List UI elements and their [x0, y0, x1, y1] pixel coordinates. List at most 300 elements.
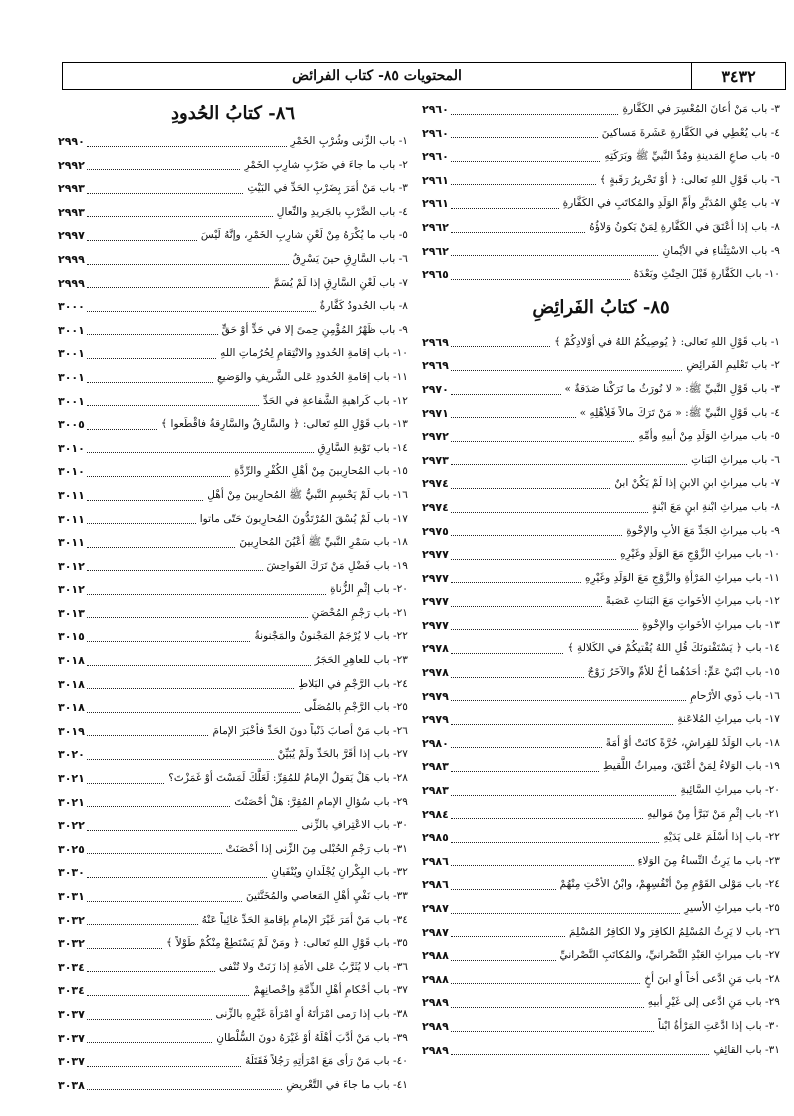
toc-entry-page: ٢٩٨٨: [422, 949, 449, 963]
toc-entry: [422, 661, 780, 685]
dot-leader: [87, 500, 203, 501]
dot-leader: [87, 570, 263, 571]
toc-entry: [422, 991, 780, 1015]
toc-entry-page: ٣٠٠٠: [58, 300, 85, 314]
entries-top: [422, 98, 780, 287]
dot-leader: [451, 747, 602, 748]
dot-leader: [451, 700, 686, 701]
toc-entry-title: ٣٥- باب قَوْلِ اللهِ تَعالى: ﴿ ومَنْ لَمْ يَسْتَطِعْ مِنْكُمْ طَوْلاً ﴾: [166, 937, 408, 950]
toc-entry: [58, 1074, 408, 1098]
dot-leader: [451, 346, 550, 347]
toc-entry: [58, 743, 408, 767]
dot-leader: [87, 358, 216, 359]
toc-entry-title: ٣١- باب رَجْمِ الحُبْلى مِنَ الزِّنى إذا أحْصَنَتْ: [225, 842, 408, 855]
toc-entry: [58, 508, 408, 532]
toc-entry-title: ٢٣- باب للعاهِرِ الحَجَرُ: [314, 654, 408, 667]
toc-entry-page: ٢٩٧٤: [422, 500, 449, 514]
dot-leader: [451, 606, 602, 607]
toc-entry-page: ٢٩٨٦: [422, 878, 449, 892]
toc-entry: [58, 319, 408, 343]
toc-entry-title: ٣٣- باب نَفْيِ أهْلِ المَعاصي والمُخَنَّثينَ: [245, 890, 408, 902]
toc-entry: [58, 625, 408, 649]
toc-entry: [58, 460, 408, 484]
toc-entry-page: ٣٠١٨: [58, 654, 85, 668]
toc-entry: [58, 272, 408, 296]
page-number: ٣٤٣٢: [691, 63, 785, 89]
toc-entry: [422, 944, 780, 968]
toc-entry: [58, 649, 408, 673]
toc-entry-page: ٣٠٠٥: [58, 418, 85, 432]
toc-entry: [422, 543, 780, 567]
toc-entry-page: ٣٠١٨: [58, 677, 85, 691]
toc-entry-page: ٢٩٨٩: [422, 1043, 449, 1057]
dot-leader: [451, 1007, 644, 1008]
entries-hudud: [58, 130, 408, 1097]
toc-entry: [422, 145, 780, 169]
toc-entry-title: ١٧- باب ميراثِ المُلاعَنةِ: [677, 713, 780, 726]
toc-entry-title: ٩- باب ظَهْرُ المُؤْمِنِ حِمىً إلا في حَدٍّ أوْ حَقٍّ: [221, 323, 408, 336]
toc-entry: [58, 791, 408, 815]
toc-entry-title: ٥- باب ميراثِ الوَلَدِ مِنْ أبيهِ وأمِّهِ: [638, 430, 780, 443]
dot-leader: [451, 582, 581, 583]
toc-entry: [422, 921, 780, 945]
toc-entry: [422, 637, 780, 661]
toc-entry-page: ٣٠١٠: [58, 441, 85, 455]
toc-entry: [422, 779, 780, 803]
dot-leader: [87, 712, 300, 713]
toc-entry-title: ٦- باب ميراثِ البَناتِ: [691, 453, 780, 466]
dot-leader: [451, 255, 659, 256]
dot-leader: [451, 983, 640, 984]
running-title: المحتويات ٨٥- كتاب الفرائض: [292, 68, 462, 84]
toc-entry-title: ٢٩- باب مَنِ ادَّعى إلى غَيْرِ أبيهِ: [647, 996, 780, 1009]
toc-entry-title: ١- باب قَوْلِ اللهِ تَعالى: ﴿ يُوصِيكُمُ اللهُ في أوْلادِكُمْ ﴾: [554, 335, 780, 348]
toc-entry: [58, 555, 408, 579]
toc-entry-title: ٢- باب ما جاءَ في ضَرْبِ شارِبِ الخَمْرِ: [244, 158, 408, 171]
toc-entry: [58, 201, 408, 225]
toc-entry-page: ٣٠٣٧: [58, 1031, 85, 1045]
toc-entry: [422, 169, 780, 193]
dot-leader: [87, 216, 273, 217]
toc-entry: [422, 1015, 780, 1039]
dot-leader: [451, 441, 635, 442]
toc-entry-page: ٢٩٦١: [422, 197, 449, 211]
dot-leader: [451, 1031, 654, 1032]
toc-entry-page: ٢٩٦٩: [422, 335, 449, 349]
toc-entry: [422, 897, 780, 921]
toc-entry-title: ٢١- باب رَجْمِ المُحْصَنِ: [311, 606, 408, 619]
toc-entry-page: ٣٠٠١: [58, 323, 85, 337]
toc-entry-title: ١٠- باب إقامةِ الحُدودِ والانْتِقامِ لِحُرُماتِ اللهِ: [220, 347, 408, 360]
toc-entry-page: ٢٩٩٩: [58, 252, 85, 266]
toc-entry-title: ٣١- باب القائِفِ: [713, 1043, 780, 1056]
dot-leader: [451, 677, 584, 678]
dot-leader: [87, 429, 157, 430]
toc-entry: [58, 720, 408, 744]
toc-entry-page: ٢٩٨٩: [422, 1019, 449, 1033]
toc-entry: [58, 602, 408, 626]
toc-entry: [58, 437, 408, 461]
toc-entry: [58, 909, 408, 933]
toc-entry-page: ٣٠١١: [58, 488, 85, 502]
toc-entry-page: ٣٠٣٧: [58, 1055, 85, 1069]
toc-entry: [58, 342, 408, 366]
toc-entry-title: ٩- باب ميراثِ الجَدِّ مَعَ الأبِ والإخْوةِ: [626, 524, 780, 537]
dot-leader: [87, 806, 230, 807]
toc-entry-title: ١٥- باب المُحارِبينَ مِنْ أهْلِ الكُفْرِ والرِّدَّةِ: [234, 465, 408, 478]
toc-entry: [58, 696, 408, 720]
toc-entry-title: ٤٠- باب مَنْ رَأى مَعَ امْرَأتِهِ رَجُلاً فَقَتَلَهُ: [245, 1055, 408, 1068]
dot-leader: [87, 924, 198, 925]
toc-entry-title: ٢٨- باب هَلْ يَقولُ الإمامُ للمُقِرِّ: لَعَلَّكَ لَمَسْتَ أوْ غَمَزْتَ؟: [168, 772, 408, 785]
toc-entry-title: ٣٨- باب إذا رَمى امْرَأتَهُ أوِ امْرَأةَ غَيْرِهِ بالزِّنى: [215, 1007, 408, 1020]
toc-entry: [422, 520, 780, 544]
toc-entry: [58, 1027, 408, 1051]
toc-entry-title: ١- باب الزِّنى وشُرْبِ الخَمْرِ: [290, 135, 408, 147]
dot-leader: [451, 818, 643, 819]
toc-entry-title: ٢٦- باب مَنْ أصابَ ذَنْباً دونَ الحَدِّ فأخْبَرَ الإمامَ: [212, 724, 408, 737]
dot-leader: [87, 311, 316, 312]
toc-entry-page: ٢٩٨٤: [422, 807, 449, 821]
dot-leader: [451, 535, 622, 536]
toc-entry-page: ٢٩٧٥: [422, 524, 449, 538]
toc-entry-title: ١١- باب ميراثِ المَرْأةِ والزَّوْجِ مَعَ الوَلَدِ وغَيْرِهِ: [584, 571, 780, 584]
toc-entry-title: ٢٠- باب ميراثِ السَّائِبةِ: [680, 784, 780, 797]
toc-entry-page: ٣٠١٥: [58, 630, 85, 644]
toc-entry: [422, 685, 780, 709]
dot-leader: [87, 688, 295, 689]
toc-entry-page: ٢٩٦٠: [422, 150, 449, 164]
toc-entry-page: ٣٠٢١: [58, 772, 85, 786]
toc-entry-title: ٢٤- باب الرَّجْمِ في البَلاطِ: [298, 677, 408, 690]
dot-leader: [87, 971, 215, 972]
dot-leader: [87, 264, 289, 265]
toc-entry-title: ٣٦- باب لا يُثَرَّبُ عَلى الأمَةِ إذا زَنَتْ ولا تُنْفى: [219, 960, 408, 973]
dot-leader: [87, 783, 164, 784]
toc-entry-title: ٢٧- باب إذا أقَرَّ بالحَدِّ ولَمْ يُبَيِّنْ: [277, 748, 408, 761]
dot-leader: [87, 830, 298, 831]
toc-entry: [422, 803, 780, 827]
toc-entry-page: ٣٠١٨: [58, 701, 85, 715]
dot-leader: [451, 137, 598, 138]
toc-entry: [58, 248, 408, 272]
toc-entry-title: ١٠- باب ميراثِ الزَّوْجِ مَعَ الوَلَدِ وغَيْرِهِ: [620, 548, 780, 561]
toc-entry-page: ٢٩٦٠: [422, 103, 449, 116]
dot-leader: [87, 405, 259, 406]
dot-leader: [87, 240, 197, 241]
toc-entry: [58, 531, 408, 555]
toc-entry: [58, 979, 408, 1003]
toc-entry: [422, 968, 780, 992]
toc-entry: [422, 331, 780, 355]
toc-entry-title: ١٨- باب الوَلَدُ للفِراشِ، حُرَّةً كانَتْ أوْ أمَةً: [605, 736, 780, 749]
toc-entry-title: ٢٨- باب مَنِ ادَّعى أخاً أوِ ابنَ أخٍ: [644, 972, 780, 985]
section-title-faraid: ٨٥- كتابُ الفَرائِضِ: [532, 297, 670, 319]
toc-entry: [58, 154, 408, 178]
toc-entry-title: ١٦- باب لَمْ يَحْسِمِ النَّبيُّ ﷺ المُحارِبينَ مِنْ أهْلِ: [207, 488, 408, 501]
toc-entry-title: ٣٢- باب البِكْرانِ يُجْلَدانِ ويُنْفَيانِ: [271, 866, 408, 879]
dot-leader: [451, 114, 619, 115]
dot-leader: [87, 287, 270, 288]
toc-entry-title: ٨- باب إذا أعْتَقَ في الكَفَّارةِ لِمَنْ يَكونُ وَلاؤُهُ: [589, 220, 780, 233]
toc-entry: [58, 578, 408, 602]
toc-entry-page: ٢٩٨٠: [422, 736, 449, 750]
toc-entry-title: ٣٤- باب مَنْ أمَرَ غَيْرَ الإمامِ بإقامةِ الحَدِّ غائِباً عَنْهُ: [201, 913, 408, 926]
toc-entry-page: ٢٩٧٧: [422, 548, 449, 562]
toc-entry-title: ١٩- باب الوَلاءُ لِمَنْ أعْتَقَ، وميراثُ اللَّقيطِ: [602, 760, 780, 773]
dot-leader: [87, 759, 274, 760]
dot-leader: [451, 653, 564, 654]
toc-entry-title: ٤١- باب ما جاءَ في التَّعْريضِ: [286, 1078, 408, 1091]
toc-entry-page: ٢٩٨٣: [422, 760, 449, 774]
dot-leader: [451, 394, 561, 395]
dot-leader: [87, 901, 242, 902]
toc-entry-title: ٣٠- باب الاعْتِرافِ بالزِّنى: [301, 819, 408, 832]
dot-leader: [87, 476, 230, 477]
left-column: [58, 98, 408, 1097]
toc-entry-page: ٢٩٧٨: [422, 666, 449, 680]
toc-entry-title: ٣- باب مَنْ أعانَ المُعْسِرَ في الكَفَّارةِ: [622, 103, 780, 115]
toc-entry: [422, 449, 780, 473]
toc-entry-page: ٢٩٩٩: [58, 276, 85, 290]
toc-entry: [58, 932, 408, 956]
toc-entry-page: ٣٠١٠: [58, 465, 85, 479]
toc-entry-page: ٢٩٦٢: [422, 244, 449, 258]
dot-leader: [451, 279, 630, 280]
dot-leader: [87, 948, 162, 949]
toc-entry-title: ١٤- باب ﴿ يَسْتَفْتونَكَ قُلِ اللهُ يُفْتيكُمْ في الكَلالةِ ﴾: [567, 642, 780, 655]
toc-entry: [422, 850, 780, 874]
dot-leader: [87, 877, 267, 878]
toc-entry-page: ٣٠٣١: [58, 890, 85, 903]
toc-entry-title: ١٤- باب تَوْبةِ السَّارِقِ: [317, 441, 408, 454]
toc-entry-page: ٢٩٦٥: [422, 268, 449, 282]
toc-entry-title: ٣٩- باب مَنْ أدَّبَ أهْلَهُ أوْ غَيْرَهُ دونَ السُّلْطانِ: [216, 1031, 408, 1044]
toc-entry-page: ٢٩٧٢: [422, 430, 449, 444]
toc-entry-page: ٣٠٣٤: [58, 984, 85, 998]
toc-entry-title: ٢٥- باب ميراثِ الأسيرِ: [684, 902, 780, 914]
toc-entry: [58, 295, 408, 319]
toc-entry: [58, 484, 408, 508]
toc-entry-page: ٢٩٧٧: [422, 571, 449, 585]
toc-entry-page: ٢٩٨٧: [422, 925, 449, 939]
toc-entry: [422, 590, 780, 614]
section-title-hudud: ٨٦- كتابُ الحُدودِ: [170, 102, 296, 124]
dot-leader: [451, 889, 556, 890]
toc-entry-title: ٢٢- باب لا يُرْجَمُ المَجْنونُ والمَجْنونةُ: [254, 630, 408, 643]
toc-entry: [58, 366, 408, 390]
toc-entry-title: ١٩- باب فَضْلِ مَنْ تَرَكَ الفَواحِشَ: [266, 559, 408, 572]
toc-entry-title: ٨- باب ميراثِ ابْنةِ ابنٍ مَعَ ابْنةٍ: [651, 500, 780, 513]
toc-entry-page: ٢٩٨٦: [422, 854, 449, 868]
toc-entry-page: ٣٠٣٨: [58, 1078, 85, 1092]
dot-leader: [451, 464, 687, 465]
toc-entry-page: ٢٩٧٠: [422, 382, 449, 396]
dot-leader: [451, 161, 601, 162]
toc-entry-page: ٢٩٩٢: [58, 158, 85, 172]
dot-leader: [451, 724, 673, 725]
dot-leader: [451, 232, 585, 233]
toc-entry-page: ٢٩٨٥: [422, 831, 449, 845]
dot-leader: [87, 853, 222, 854]
toc-entry-page: ٢٩٩٧: [58, 229, 85, 243]
toc-entry: [58, 390, 408, 414]
toc-entry-page: ٣٠٣٢: [58, 937, 85, 951]
toc-entry-title: ١٨- باب سَمْرِ النَّبيِّ ﷺ أعْيُنَ المُحارِبينَ: [239, 536, 408, 549]
toc-entry-title: ١٣- باب ميراثِ الأخَواتِ والإخْوةِ: [642, 618, 780, 631]
dot-leader: [87, 146, 287, 147]
right-column: [422, 98, 780, 1062]
toc-entry: [58, 838, 408, 862]
toc-entry-page: ٣٠٠١: [58, 394, 85, 408]
toc-entry-title: ٢- باب تَعْليمِ الفَرائِضِ: [686, 359, 780, 372]
dot-leader: [87, 1042, 212, 1043]
toc-entry-title: ٦- باب السَّارِقِ حينَ يَسْرِقُ: [292, 252, 408, 265]
toc-entry-page: ٢٩٧٩: [422, 689, 449, 703]
toc-entry: [422, 216, 780, 240]
toc-entry-title: ٤- باب يُعْطِي في الكَفَّارةِ عَشَرةَ مَساكينَ: [601, 126, 780, 139]
toc-entry-page: ٢٩٦٢: [422, 220, 449, 234]
toc-entry-page: ٣٠٢١: [58, 795, 85, 809]
dot-leader: [87, 169, 241, 170]
toc-entry-page: ٣٠٣٧: [58, 1007, 85, 1021]
dot-leader: [451, 842, 659, 843]
toc-entry-page: ٢٩٨٣: [422, 784, 449, 798]
toc-entry-page: ٣٠١١: [58, 512, 85, 526]
entries-faraid: [422, 331, 780, 1062]
toc-entry: [58, 413, 408, 437]
dot-leader: [451, 488, 610, 489]
toc-entry: [422, 873, 780, 897]
dot-leader: [87, 735, 209, 736]
toc-entry: [422, 192, 780, 216]
toc-entry-title: ٣- باب قَوْلِ النَّبيِّ ﷺ: « لا نُورَثُ ما تَرَكْنا صَدَقةٌ »: [564, 382, 780, 395]
toc-entry-title: ١٦- باب ذَوي الأرْحامِ: [690, 689, 780, 702]
toc-entry: [58, 673, 408, 697]
toc-entry: [422, 732, 780, 756]
toc-entry: [58, 767, 408, 791]
toc-entry-title: ١١- باب إقامةِ الحُدودِ عَلى الشَّريفِ والوَضيعِ: [217, 370, 408, 383]
toc-entry-page: ٣٠٠١: [58, 370, 85, 384]
toc-entry-page: ٢٩٦٩: [422, 359, 449, 373]
toc-entry-page: ٢٩٩٣: [58, 182, 85, 196]
toc-entry: [422, 472, 780, 496]
toc-entry-title: ٨- باب الحُدودُ كَفَّارةٌ: [319, 300, 408, 313]
running-header: [62, 62, 786, 90]
toc-entry-title: ٧- باب ميراثِ ابنِ الابنِ إذا لَمْ يَكُنْ ابنٌ: [614, 477, 780, 490]
toc-entry-title: ٤- باب الضَّرْبِ بالجَريدِ والنِّعالِ: [276, 205, 408, 218]
toc-entry-page: ٢٩٧٧: [422, 618, 449, 632]
toc-entry: [422, 98, 780, 122]
toc-entry-page: ٣٠٠١: [58, 347, 85, 361]
toc-entry-page: ٣٠٢٠: [58, 748, 85, 762]
toc-entry: [422, 122, 780, 146]
dot-leader: [451, 771, 599, 772]
dot-leader: [451, 936, 565, 937]
toc-entry-title: ١٧- باب لَمْ يُسْقَ المُرْتَدُّونَ المُحارِبونَ حَتّى ماتوا: [199, 512, 408, 525]
toc-entry-title: ٥- باب ما يُكْرَهُ مِنْ لَعْنِ شارِبِ الخَمْرِ، وإنَّهُ لَيْسَ: [200, 229, 408, 242]
toc-entry: [58, 130, 408, 154]
toc-entry-page: ٣٠١٣: [58, 606, 85, 620]
toc-entry-page: ٢٩٧٣: [422, 453, 449, 467]
toc-entry-title: ٢٤- باب مَوْلى القَوْمِ مِنْ أنْفُسِهِمْ، وابْنُ الأخْتِ مِنْهُمْ: [559, 878, 780, 891]
toc-entry-page: ٢٩٦٠: [422, 126, 449, 140]
toc-entry-page: ٣٠١٢: [58, 583, 85, 597]
toc-entry-page: ٢٩٧١: [422, 406, 449, 420]
dot-leader: [87, 334, 218, 335]
dot-leader: [451, 370, 683, 371]
toc-entry-title: ٣- باب مَنْ أمَرَ بِضَرْبِ الحَدِّ في البَيْتِ: [247, 182, 408, 195]
dot-leader: [87, 1089, 282, 1090]
dot-leader: [87, 1066, 241, 1067]
toc-entry: [422, 354, 780, 378]
toc-entry: [422, 614, 780, 638]
toc-entry: [422, 378, 780, 402]
toc-entry-title: ٢٩- باب سُؤالِ الإمامِ المُقِرَّ: هَلْ أحْصَنْتَ: [234, 795, 408, 808]
dot-leader: [451, 184, 596, 185]
dot-leader: [451, 865, 634, 866]
toc-entry: [58, 814, 408, 838]
toc-entry-title: ١٢- باب كَراهيةِ الشَّفاعةِ في الحَدِّ: [263, 394, 408, 407]
toc-entry-title: ٢٠- باب إثْمِ الزُّناةِ: [330, 583, 408, 596]
toc-entry: [58, 956, 408, 980]
toc-entry-title: ٧- باب عِتْقِ المُدَبَّرِ وأمِّ الوَلَدِ والمُكاتَبِ في الكَفَّارةِ: [562, 197, 780, 210]
toc-entry: [58, 224, 408, 248]
toc-entry: [58, 1050, 408, 1074]
toc-entry-title: ٢٣- باب ما يَرِثُ النِّساءُ مِنَ الوَلاءِ: [637, 854, 780, 867]
dot-leader: [451, 960, 556, 961]
toc-entry-title: ٢٧- باب ميراثِ العَبْدِ النَّصْرانيِّ، والمُكاتَبِ النَّصْرانيِّ: [559, 949, 780, 962]
toc-entry-title: ١٠- باب الكَفَّارةِ قَبْلَ الحِنْثِ وبَعْدَهُ: [633, 268, 780, 281]
toc-entry-title: ٦- باب قَوْلِ اللهِ تَعالى: ﴿ أوْ تَحْريرُ رَقَبةٍ ﴾: [599, 173, 780, 186]
toc-entry: [422, 402, 780, 426]
toc-entry-page: ٢٩٧٨: [422, 642, 449, 656]
toc-entry-title: ٢٥- باب الرَّجْمِ بالمُصَلّى: [304, 701, 408, 714]
dot-leader: [87, 193, 244, 194]
toc-entry-title: ٢٦- باب لا يَرِثُ المُسْلِمُ الكافِرَ ولا الكافِرُ المُسْلِمَ: [569, 925, 780, 938]
toc-entry: [422, 567, 780, 591]
toc-entry: [422, 263, 780, 287]
dot-leader: [451, 913, 680, 914]
toc-entry-page: ٣٠٢٥: [58, 842, 85, 856]
dot-leader: [87, 995, 250, 996]
dot-leader: [451, 417, 576, 418]
dot-leader: [87, 594, 326, 595]
dot-leader: [87, 1019, 212, 1020]
toc-entry-title: ١٢- باب ميراثِ الأخَواتِ مَعَ البَناتِ عَصَبةً: [605, 595, 780, 608]
dot-leader: [87, 617, 308, 618]
toc-entry-page: ٢٩٩٣: [58, 205, 85, 219]
toc-entry-title: ٤- باب قَوْلِ النَّبيِّ ﷺ: « مَنْ تَرَكَ مالاً فَلِأهْلِهِ »: [579, 406, 780, 419]
dot-leader: [451, 1054, 710, 1055]
toc-entry-title: ٥- باب صاعِ المَدينةِ ومُدِّ النَّبيِّ ﷺ وبَرَكَتِهِ: [604, 150, 780, 163]
toc-entry: [58, 177, 408, 201]
toc-entry-page: ٣٠١١: [58, 536, 85, 550]
toc-entry-title: ٢١- باب إثْمِ مَنْ تَبَرَّأ مِنْ مَواليهِ: [647, 807, 780, 820]
toc-entry: [422, 755, 780, 779]
toc-entry: [422, 1039, 780, 1063]
toc-entry: [422, 425, 780, 449]
dot-leader: [451, 208, 559, 209]
toc-entry-page: ٢٩٩٠: [58, 135, 85, 148]
toc-entry-page: ٢٩٦١: [422, 173, 449, 187]
toc-entry-title: ٣٧- باب أحْكامِ أهْلِ الذِّمَّةِ وإحْصانِهِمْ: [253, 984, 408, 997]
toc-entry-title: ٣٠- باب إذا ادَّعَتِ المَرْأةُ ابْناً: [658, 1019, 780, 1032]
toc-entry-title: ٢٢- باب إذا أسْلَمَ عَلى يَدَيْهِ: [663, 831, 780, 844]
dot-leader: [451, 629, 638, 630]
dot-leader: [87, 547, 236, 548]
toc-entry-page: ٣٠٣٢: [58, 913, 85, 927]
